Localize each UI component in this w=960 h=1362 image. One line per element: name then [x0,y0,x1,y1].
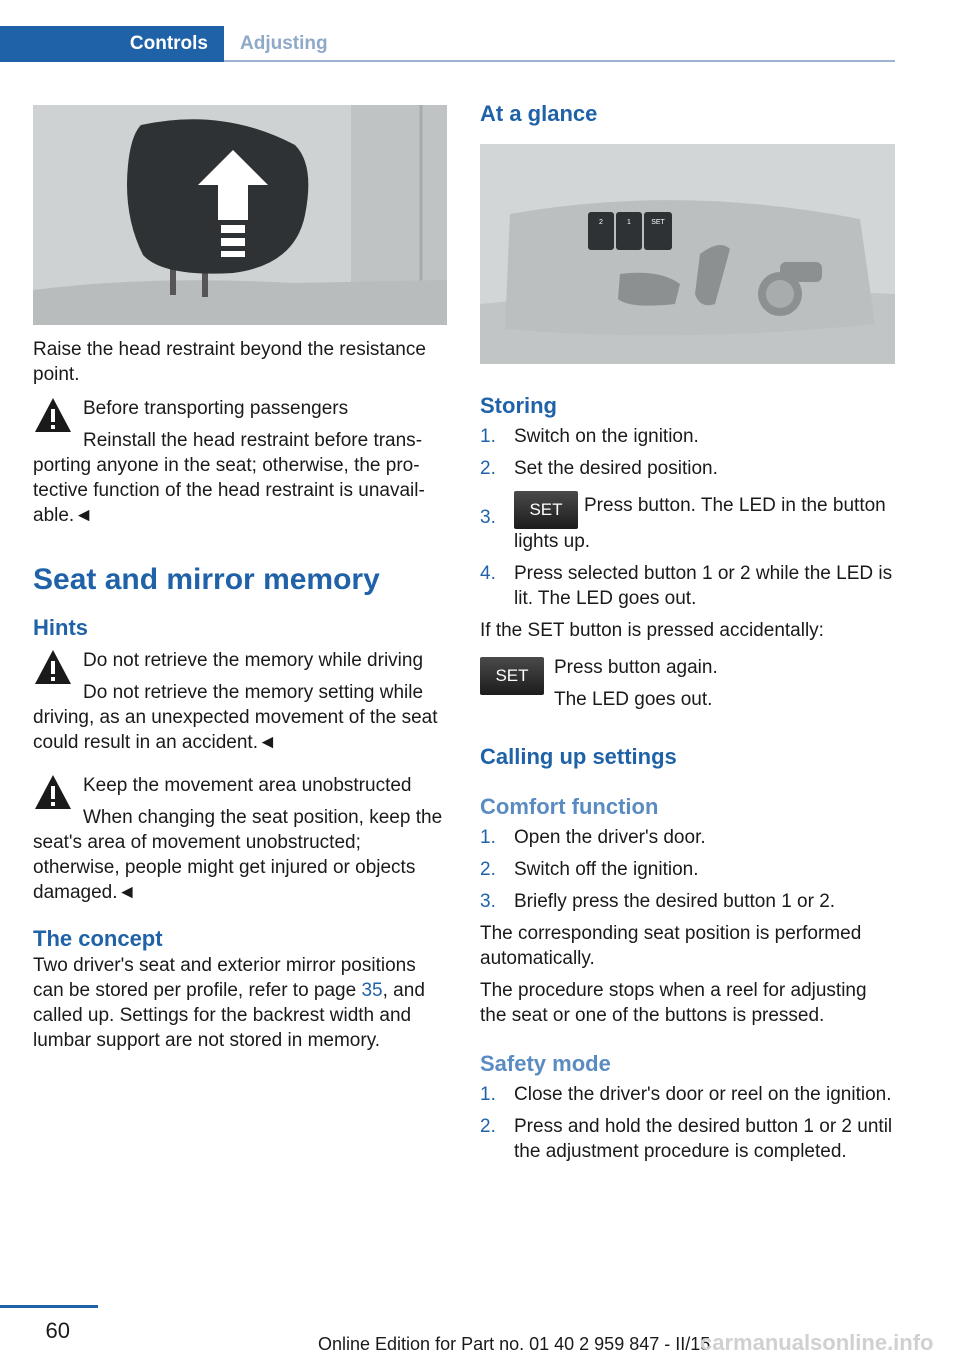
hints-heading: Hints [33,615,88,640]
head-restraint-illustration [33,105,447,325]
step-number: 3. [480,507,496,528]
page-header [0,26,895,62]
at-a-glance-heading: At a glance [480,101,598,126]
list-item [480,1082,895,1107]
page-number: 60 [45,1318,70,1343]
comfort-paragraph-1: The corresponding seat position is performed automatically. [480,923,862,969]
warning-title: Do not retrieve the memory while driving [83,650,424,671]
concept-heading: The concept [33,926,163,951]
warning-triangle-icon [33,648,73,686]
header-rule [224,60,895,62]
step-text: Press selected button 1 or 2 while the LED is lit. The LED goes out. [514,563,893,609]
step-text: Switch on the ignition. [514,426,699,447]
warning-retrieve-driving [33,648,447,755]
comfort-heading: Comfort function [480,794,659,819]
step-text: Switch off the ignition. [514,859,699,880]
accidental-line-1: Press button again. [554,657,718,678]
set-button[interactable]: SET [514,491,578,529]
right-column [480,100,895,1171]
seat-button-label-2: 2 [599,219,603,226]
safety-heading: Safety mode [480,1051,611,1076]
warning-transporting [33,396,447,528]
list-item [480,857,895,882]
section-title: Seat and mirror memory [33,563,380,596]
edition-text: Online Edition for Part no. 01 40 2 959 847 - II/15 [318,1334,711,1354]
warning-movement-area [33,773,447,905]
storing-steps [480,424,895,611]
list-item [480,889,895,914]
warning-body: When changing the seat position, keep the seat's area of movement unobstructed; otherwise, people might get injured or objects damaged.◄ [33,807,443,903]
safety-steps [480,1082,895,1164]
tab-controls[interactable]: Controls [0,26,224,62]
warning-triangle-icon [33,396,73,434]
list-item [480,456,895,481]
concept-text-a: Two driver's seat and exterior mirror positions can be stored per profile, refer to page [33,955,416,1001]
warning-body: Do not retrieve the memory setting while driving, as an unexpected movement of the seat could result in an accident.◄ [33,682,438,753]
comfort-paragraph-2: The procedure stops when a reel for adjusting the seat or one of the buttons is pressed. [480,980,867,1026]
footer-rule [0,1305,98,1308]
step-number: 3. [480,891,496,912]
list-item [480,1114,895,1164]
step-text: Briefly press the desired button 1 or 2. [514,891,836,912]
step-text: Set the desired position. [514,458,718,479]
concept-text-b: , and called up. Settings for the backrest width and lumbar support are not stored in memory. [33,980,425,1051]
seat-controls-image [480,144,895,364]
step-text: Close the driver's door or reel on the ignition. [514,1084,892,1105]
calling-up-heading: Calling up settings [480,744,677,769]
step-number: 1. [480,827,496,848]
accidental-line-2: The LED goes out. [554,689,713,710]
step-number: 2. [480,859,496,880]
warning-title: Keep the movement area unobstructed [83,775,412,796]
seat-controls-illustration [480,144,895,364]
step-number: 2. [480,1116,496,1137]
step-number: 1. [480,1084,496,1105]
step-number: 1. [480,426,496,447]
warning-title: Before transporting passengers [83,398,349,419]
step-text: Open the driver's door. [514,827,706,848]
warning-body: Reinstall the head restraint before transporting anyone in the seat; otherwise, the protective function of the head restraint is unavailable.◄ [33,430,425,526]
set-button[interactable]: SET [480,657,544,695]
accidental-intro: If the SET button is pressed accidentally: [480,620,824,641]
head-restraint-caption: Raise the head restraint beyond the resistance point. [33,339,426,385]
step-number: 4. [480,563,496,584]
page-link-35[interactable]: 35 [361,980,383,1001]
list-item [480,561,895,611]
list-item [480,825,895,850]
step-text: Press button. The LED in the button lights up. [514,495,886,552]
left-column [33,105,447,1053]
seat-button-label-set: SET [651,219,665,226]
seat-button-label-1: 1 [627,219,631,226]
list-item [480,491,895,554]
tab-adjusting[interactable]: Adjusting [240,33,328,54]
step-text: Press and hold the desired button 1 or 2 until the adjustment procedure is completed. [514,1116,893,1162]
comfort-steps [480,825,895,914]
watermark: carmanualsonline.info [700,1330,934,1355]
concept-paragraph [33,953,447,1053]
step-number: 2. [480,458,496,479]
list-item [480,424,895,449]
head-restraint-image [33,105,447,325]
warning-triangle-icon [33,773,73,811]
accidental-block [480,655,895,721]
storing-heading: Storing [480,393,557,418]
